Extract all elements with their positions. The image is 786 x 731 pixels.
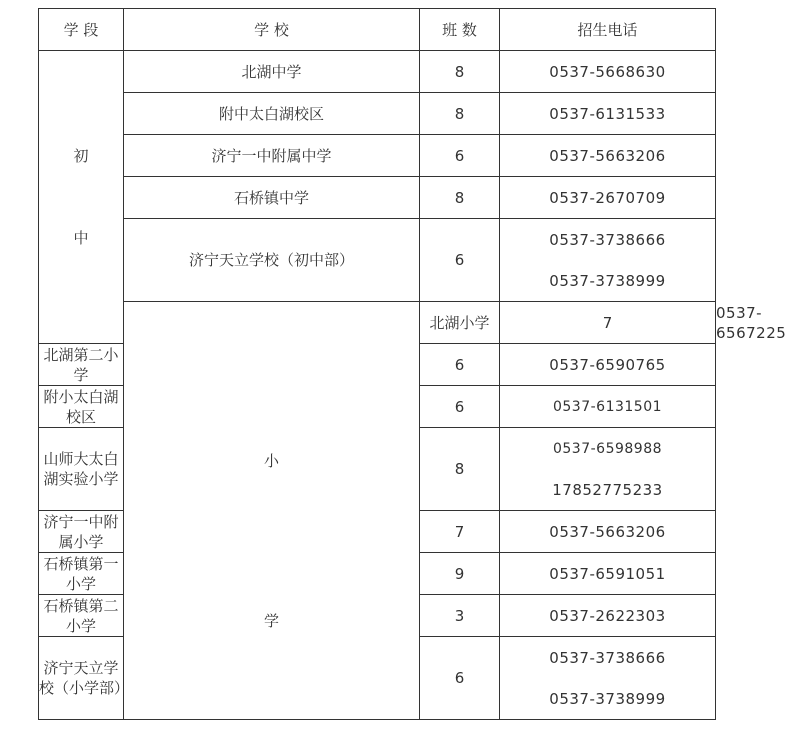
phone-cell xyxy=(500,637,716,720)
table-row xyxy=(39,93,716,135)
classes-cell: 8 xyxy=(420,177,500,219)
table-row xyxy=(39,177,716,219)
classes-cell: 6 xyxy=(420,219,500,302)
classes-cell: 7 xyxy=(420,511,500,553)
classes-cell: 3 xyxy=(420,595,500,637)
school-cell: 北湖中学 xyxy=(124,51,420,93)
phone-cell: 0537-5663206 xyxy=(500,511,716,553)
phone-line: 0537-3738666 xyxy=(549,648,666,667)
table-row xyxy=(39,51,716,93)
school-cell: 石桥镇第二小学 xyxy=(39,595,124,637)
phone-cell: 0537-6590765 xyxy=(500,344,716,386)
table-row: 小 学 北湖小学 7 0537-6567225 xyxy=(39,302,716,344)
enrollment-table xyxy=(38,8,786,720)
header-classes: 班 数 xyxy=(420,9,500,51)
phone-line: 0537-3738999 xyxy=(549,689,666,708)
stage-cell-junior xyxy=(39,51,124,344)
classes-cell: 6 xyxy=(420,637,500,720)
phone-line: 0537-3738666 xyxy=(549,230,666,249)
school-cell: 济宁一中附属小学 xyxy=(39,511,124,553)
phone-cell: 0537-6131501 xyxy=(500,386,716,428)
phone-line: 0537-3738999 xyxy=(549,271,666,290)
stage-char: 学 xyxy=(263,611,279,630)
school-cell: 山师大太白湖实验小学 xyxy=(39,428,124,511)
stage-char: 中 xyxy=(73,229,89,247)
school-cell: 北湖小学 xyxy=(420,302,500,344)
stage-char: 初 xyxy=(73,147,89,165)
header-row xyxy=(39,9,716,51)
classes-cell: 6 xyxy=(420,386,500,428)
phone-line: 17852775233 xyxy=(552,480,663,499)
phone-cell: 0537-6591051 xyxy=(500,553,716,595)
table-body xyxy=(39,9,786,720)
phone-cell: 0537-2670709 xyxy=(500,177,716,219)
stage-char: 小 xyxy=(263,451,279,470)
phone-cell: 0537-6131533 xyxy=(500,93,716,135)
header-school: 学 校 xyxy=(124,9,420,51)
classes-cell: 9 xyxy=(420,553,500,595)
school-cell: 石桥镇第一小学 xyxy=(39,553,124,595)
classes-cell: 7 xyxy=(500,302,716,344)
stage-cell-primary xyxy=(124,302,420,720)
phone-cell xyxy=(500,428,716,511)
phone-cell: 0537-5663206 xyxy=(500,135,716,177)
school-cell: 石桥镇中学 xyxy=(124,177,420,219)
school-cell: 附中太白湖校区 xyxy=(124,93,420,135)
phone-cell: 0537-2622303 xyxy=(500,595,716,637)
school-cell: 附小太白湖校区 xyxy=(39,386,124,428)
classes-cell: 8 xyxy=(420,428,500,511)
table-row xyxy=(39,219,716,302)
phone-cell xyxy=(500,219,716,302)
school-cell: 济宁一中附属中学 xyxy=(124,135,420,177)
phone-cell: 0537-5668630 xyxy=(500,51,716,93)
classes-cell: 6 xyxy=(420,135,500,177)
header-phone: 招生电话 xyxy=(500,9,716,51)
school-cell: 济宁天立学校（初中部） xyxy=(124,219,420,302)
classes-cell: 8 xyxy=(420,51,500,93)
school-cell: 济宁天立学校（小学部） xyxy=(39,637,124,720)
header-stage: 学 段 xyxy=(39,9,124,51)
table-row xyxy=(39,135,716,177)
classes-cell: 6 xyxy=(420,344,500,386)
phone-line: 0537-6598988 xyxy=(552,440,663,457)
classes-cell: 8 xyxy=(420,93,500,135)
school-cell: 北湖第二小学 xyxy=(39,344,124,386)
